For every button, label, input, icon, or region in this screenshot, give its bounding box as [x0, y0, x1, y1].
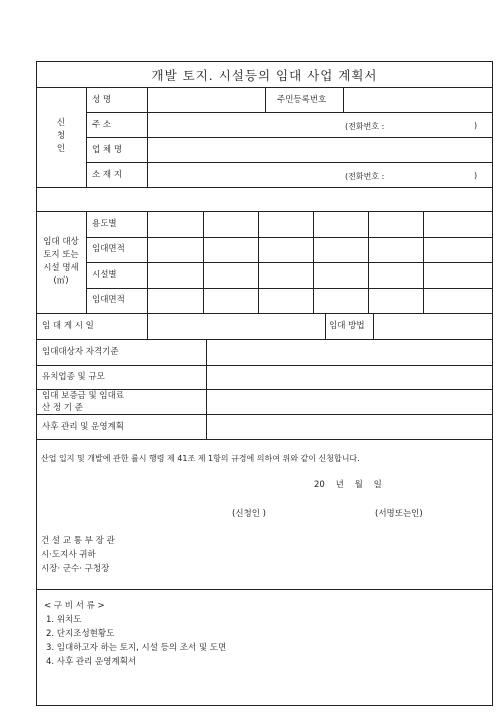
lease-method-label: 임대 방법 [329, 321, 365, 331]
location-phone-label: (전화번호 : [345, 172, 385, 181]
document-item: 1. 위치도 [46, 615, 82, 625]
address-phone-close: ) [474, 121, 478, 130]
lease-target-section-label: 임대 대상 토지 또는 시설 명세 (㎡) [43, 237, 79, 286]
document-item: 3. 임대하고자 하는 토지, 시설 등의 조서 및 도면 [46, 643, 227, 653]
address-label: 주 소 [92, 120, 112, 130]
deposit-label: 임대 보증금 및 임대료 [42, 391, 125, 401]
name-label: 성 명 [92, 95, 112, 105]
date-line: 20 년 월 일 [314, 480, 382, 490]
lease-method-field[interactable] [376, 318, 490, 335]
company-field[interactable] [150, 142, 490, 158]
location-field[interactable] [150, 167, 340, 183]
rrn-label: 주민등록번호 [277, 95, 327, 105]
qualification-label: 임대대상자 자격기준 [42, 347, 119, 357]
declaration-text: 산업 입지 및 개발에 관한 률시 행령 제 41조 제 1항의 규경에 의하여 위와 같이 신청합니다. [41, 454, 360, 463]
lease-row-label: 시설별 [92, 270, 117, 280]
recipient-line: 시·도지사 귀하 [41, 550, 96, 560]
lease-period-label: 임 대 게 시 일 [42, 321, 94, 331]
document-item: 2. 단지조성현황도 [46, 629, 115, 639]
management-label: 사후 관리 및 운영계획 [42, 422, 125, 432]
lease-row-label: 임대면적 [92, 244, 125, 254]
rrn-field[interactable] [346, 96, 491, 110]
lease-row-label: 용도별 [92, 219, 117, 229]
recipient-line: 건 설 교 통 부 장 관 [41, 536, 115, 546]
signature-label: (서명또는인) [375, 509, 423, 519]
documents-header: < 구 비 서 류 > [44, 601, 105, 611]
address-phone-label: (전화번호 : [345, 122, 385, 131]
business-field[interactable] [209, 368, 490, 386]
recipient-line: 시장· 군수· 구청장 [41, 564, 110, 574]
lease-period-field[interactable] [150, 318, 322, 335]
company-label: 업 체 명 [92, 145, 123, 155]
location-phone-close: ) [474, 171, 478, 180]
form-title: 개발 토지. 시설등의 임대 사업 계획서 [151, 68, 378, 83]
name-field[interactable] [150, 96, 262, 110]
document-item: 4. 사후 관리 운영계획서 [46, 657, 137, 667]
address-field[interactable] [150, 117, 340, 133]
location-label: 소 재 지 [92, 170, 123, 180]
applicant-section-label: 신 청 인 [56, 118, 66, 154]
applicant-sign: (신청인 ) [232, 509, 266, 519]
business-label: 유치업종 및 규모 [42, 372, 105, 382]
deposit-label-sub: 산 정 기 준 [42, 403, 83, 413]
lease-row-label: 임대면적 [92, 295, 125, 305]
qualification-field[interactable] [209, 343, 490, 361]
deposit-field[interactable] [209, 393, 490, 411]
management-field[interactable] [209, 418, 490, 436]
